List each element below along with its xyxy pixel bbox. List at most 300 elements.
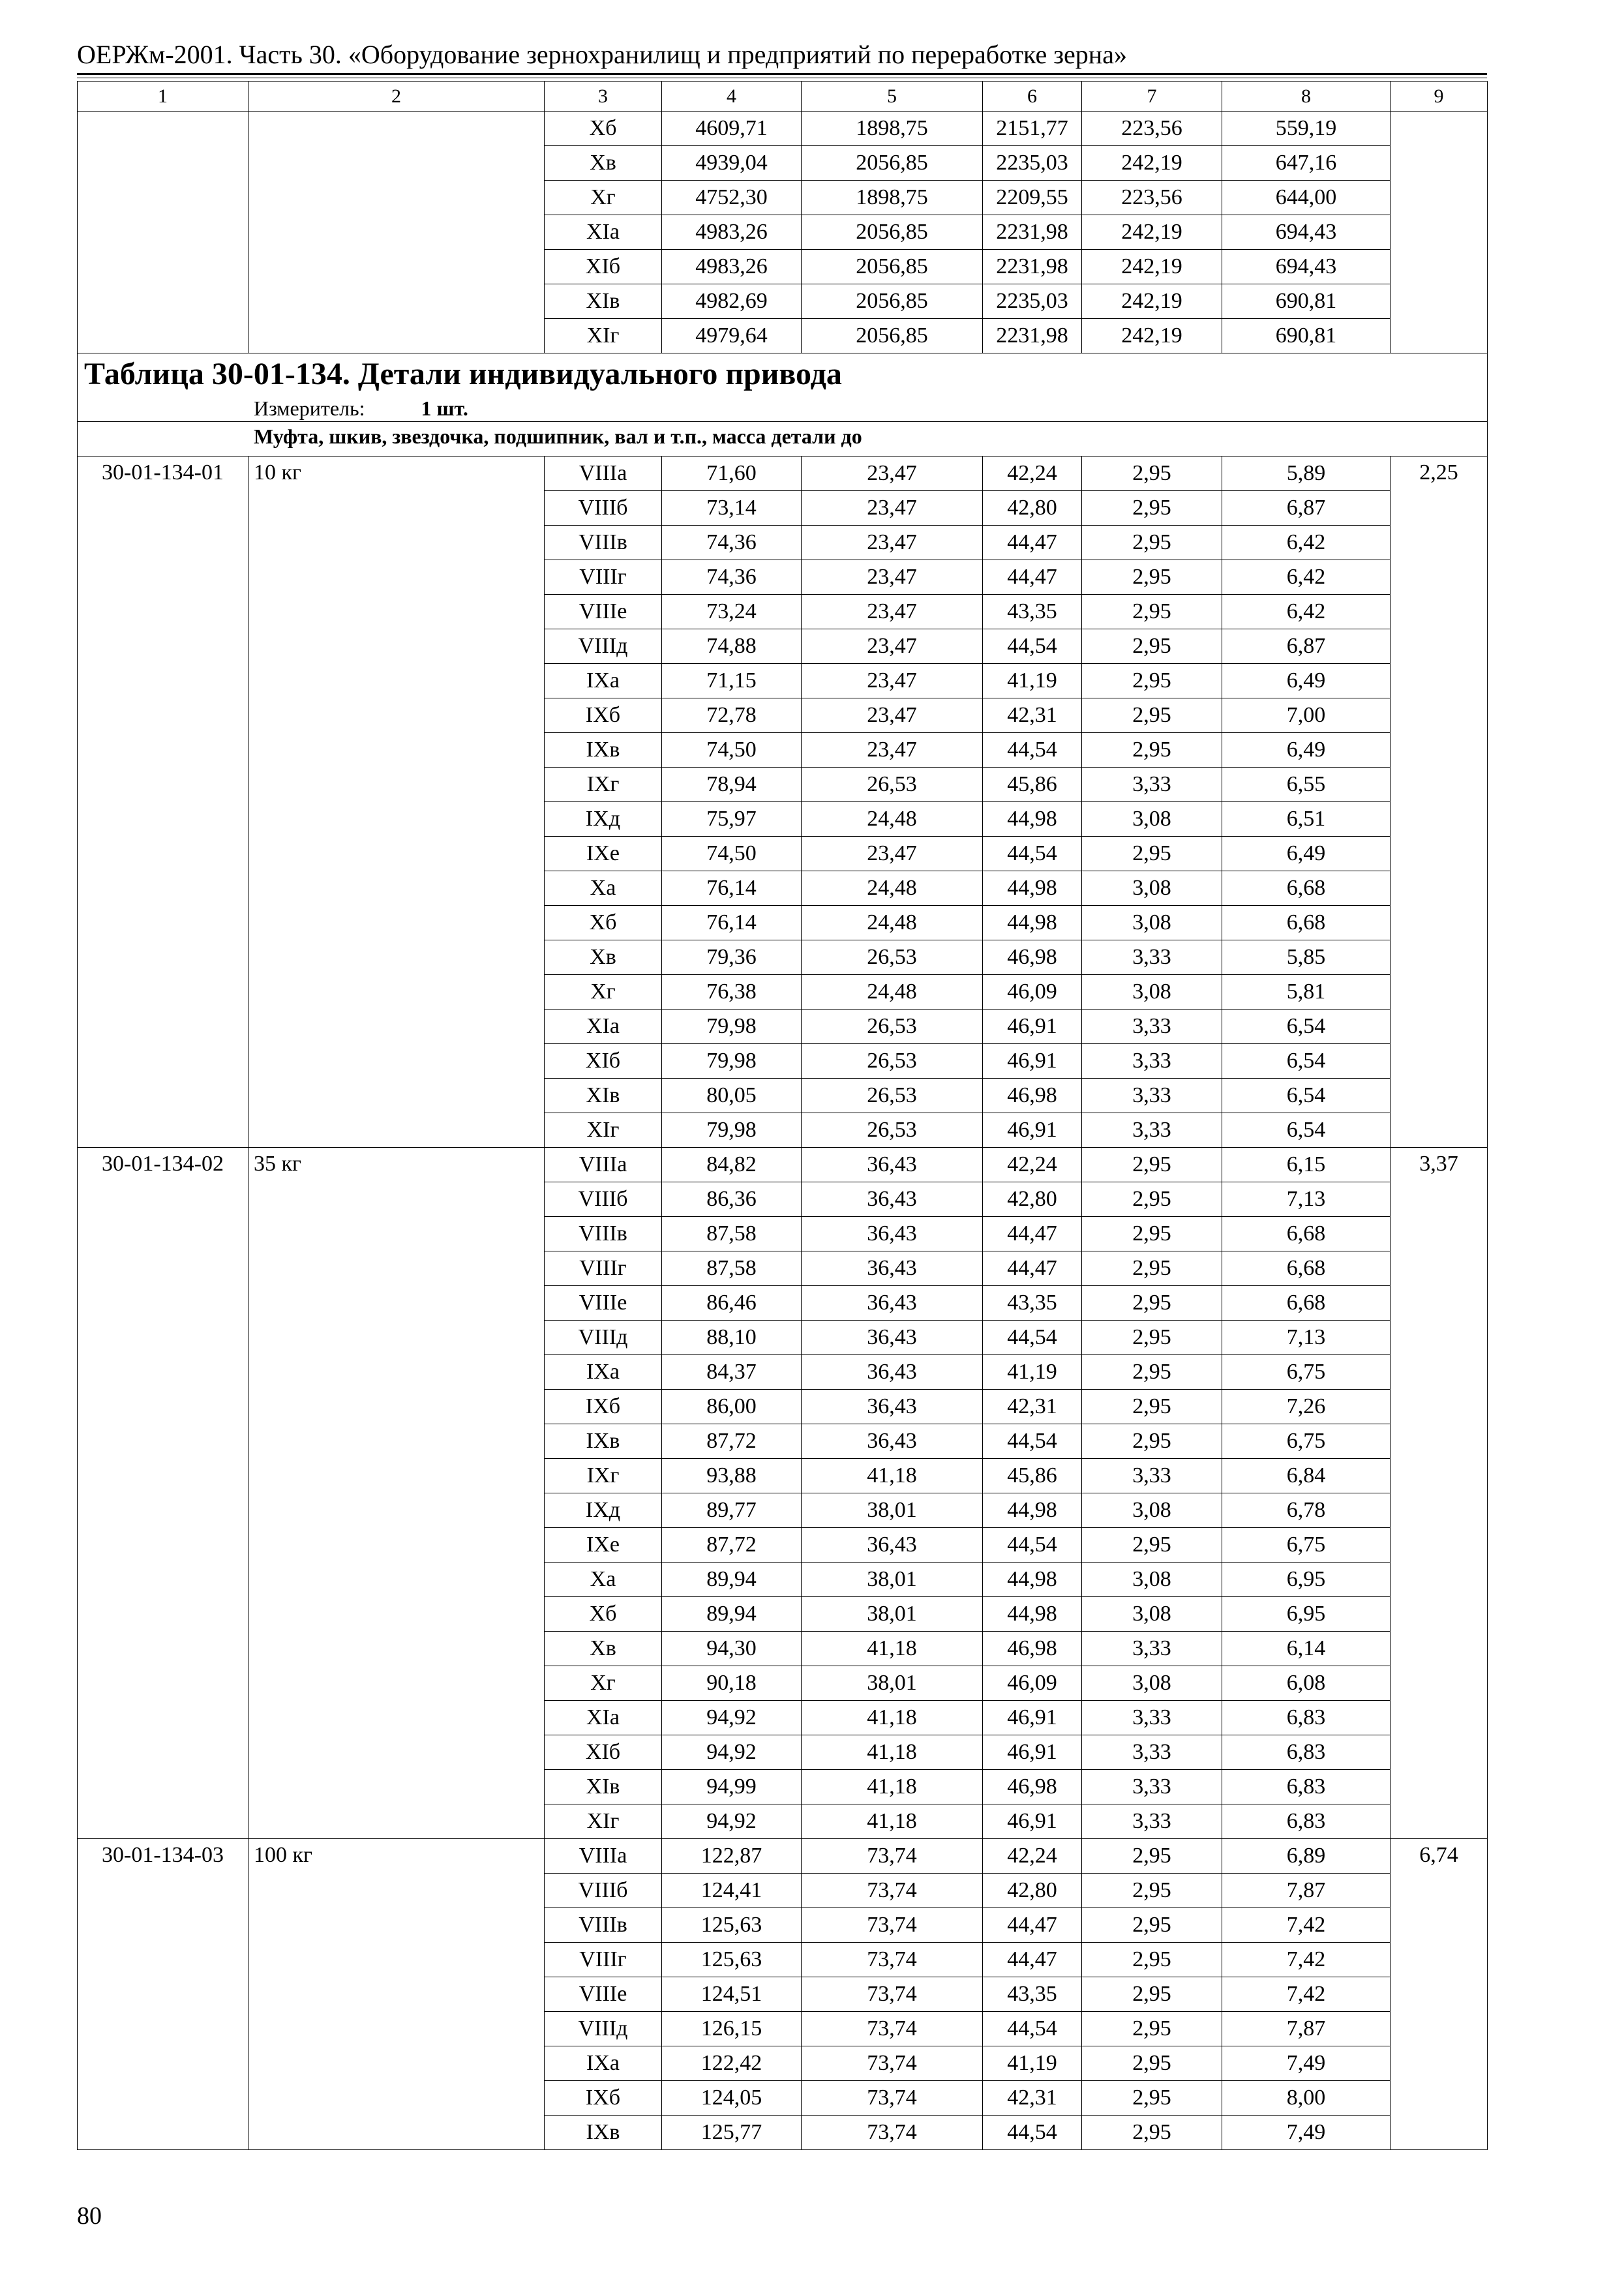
column-number: 7 [1082, 82, 1222, 112]
section-subtitle-row [78, 422, 1488, 456]
table-cell: VIIIв [545, 1217, 662, 1251]
table-cell: 42,24 [983, 1839, 1082, 1874]
table-cell: 24,48 [802, 871, 983, 906]
table-cell: 44,54 [983, 2116, 1082, 2150]
table-cell: 44,47 [983, 1251, 1082, 1286]
table-cell: 6,87 [1222, 491, 1391, 526]
item-col9: 3,37 [1391, 1148, 1488, 1839]
rates-table [77, 81, 1488, 2150]
table-cell: ХIг [545, 1113, 662, 1148]
table-cell: 6,78 [1222, 1493, 1391, 1528]
table-cell: 3,08 [1082, 1666, 1222, 1701]
table-cell: 4752,30 [662, 181, 802, 215]
table-cell: IXд [545, 1493, 662, 1528]
table-cell: 89,94 [662, 1563, 802, 1597]
table-cell: 6,75 [1222, 1424, 1391, 1459]
table-cell: ХIв [545, 284, 662, 319]
table-cell: 23,47 [802, 629, 983, 664]
table-cell: 44,54 [983, 1424, 1082, 1459]
table-cell: 2,95 [1082, 560, 1222, 595]
item-mass: 35 кг [248, 1148, 545, 1839]
table-cell: 24,48 [802, 975, 983, 1010]
table-cell: 24,48 [802, 906, 983, 940]
table-cell: 5,89 [1222, 456, 1391, 491]
table-cell: 23,47 [802, 456, 983, 491]
section-subtitle-cell [78, 422, 1488, 456]
table-cell: 75,97 [662, 802, 802, 837]
table-cell: 2,95 [1082, 1355, 1222, 1390]
table-cell: 36,43 [802, 1528, 983, 1563]
table-cell: 223,56 [1082, 112, 1222, 146]
table-cell: 6,89 [1222, 1839, 1391, 1874]
table-cell: 122,42 [662, 2046, 802, 2081]
table-cell: 43,35 [983, 595, 1082, 629]
table-cell: IXа [545, 1355, 662, 1390]
table-cell: 73,74 [802, 2116, 983, 2150]
table-cell: 46,09 [983, 1666, 1082, 1701]
table-cell: 44,54 [983, 733, 1082, 768]
table-cell: IXб [545, 1390, 662, 1424]
table-cell: 3,33 [1082, 1079, 1222, 1113]
table-cell: 78,94 [662, 768, 802, 802]
table-cell: 125,63 [662, 1908, 802, 1943]
table-cell: 3,33 [1082, 1735, 1222, 1770]
table-cell: 6,54 [1222, 1113, 1391, 1148]
table-cell: 74,36 [662, 526, 802, 560]
table-cell: 73,74 [802, 1908, 983, 1943]
table-cell: 41,18 [802, 1701, 983, 1735]
table-cell: 23,47 [802, 595, 983, 629]
table-cell: 44,98 [983, 906, 1082, 940]
table-cell: VIIIд [545, 2012, 662, 2046]
table-cell: 84,37 [662, 1355, 802, 1390]
table-cell: 26,53 [802, 1079, 983, 1113]
table-cell: 3,08 [1082, 871, 1222, 906]
table-cell: 36,43 [802, 1148, 983, 1182]
table-cell: 79,98 [662, 1044, 802, 1079]
table-cell: 3,33 [1082, 1010, 1222, 1044]
table-cell: 6,49 [1222, 733, 1391, 768]
table-cell: 36,43 [802, 1321, 983, 1355]
table-cell: 2,95 [1082, 1321, 1222, 1355]
table-cell: 23,47 [802, 837, 983, 871]
table-cell: 84,82 [662, 1148, 802, 1182]
table-cell: 44,47 [983, 1908, 1082, 1943]
table-cell: 2,95 [1082, 1943, 1222, 1977]
table-cell: 2,95 [1082, 1251, 1222, 1286]
table-cell: 559,19 [1222, 112, 1391, 146]
table-cell: 45,86 [983, 768, 1082, 802]
measure-value: 1 шт. [421, 396, 468, 420]
table-cell: 7,13 [1222, 1182, 1391, 1217]
table-cell: 6,49 [1222, 664, 1391, 698]
table-cell: IXб [545, 698, 662, 733]
table-cell: 46,91 [983, 1113, 1082, 1148]
table-cell: 87,72 [662, 1528, 802, 1563]
table-cell: 125,63 [662, 1943, 802, 1977]
table-cell: 87,72 [662, 1424, 802, 1459]
table-cell: 242,19 [1082, 215, 1222, 250]
table-cell: 2,95 [1082, 1286, 1222, 1321]
table-cell: 94,30 [662, 1632, 802, 1666]
table-cell: 94,92 [662, 1701, 802, 1735]
table-cell: IXа [545, 664, 662, 698]
column-number-row [78, 82, 1488, 112]
table-cell: 2209,55 [983, 181, 1082, 215]
table-cell: 26,53 [802, 940, 983, 975]
table-cell: 38,01 [802, 1563, 983, 1597]
table-cell: 23,47 [802, 698, 983, 733]
table-cell: 46,91 [983, 1735, 1082, 1770]
table-cell: 41,18 [802, 1770, 983, 1804]
table-cell: 8,00 [1222, 2081, 1391, 2116]
table-cell: 122,87 [662, 1839, 802, 1874]
table-cell: 2,95 [1082, 629, 1222, 664]
table-cell: ХIв [545, 1079, 662, 1113]
measure-label: Измеритель: [254, 396, 365, 420]
table-cell: 2231,98 [983, 215, 1082, 250]
table-cell: IXа [545, 2046, 662, 2081]
table-cell: 2,95 [1082, 1977, 1222, 2012]
item-code: 30-01-134-01 [78, 456, 248, 1148]
table-cell: 2,95 [1082, 698, 1222, 733]
column-number: 4 [662, 82, 802, 112]
table-cell: 44,47 [983, 1217, 1082, 1251]
table-cell: 74,88 [662, 629, 802, 664]
table-cell: 44,47 [983, 526, 1082, 560]
item-code: 30-01-134-03 [78, 1839, 248, 2150]
table-row [78, 1839, 1488, 1874]
table-cell: 42,80 [983, 1874, 1082, 1908]
table-cell: 2056,85 [802, 146, 983, 181]
table-cell: 41,18 [802, 1632, 983, 1666]
table-cell: 6,83 [1222, 1735, 1391, 1770]
table-cell: 36,43 [802, 1251, 983, 1286]
empty-col9-cell [1391, 112, 1488, 353]
item-code: 30-01-134-02 [78, 1148, 248, 1839]
table-cell: 36,43 [802, 1286, 983, 1321]
table-cell: 73,74 [802, 2046, 983, 2081]
table-cell: VIIIв [545, 1908, 662, 1943]
table-cell: 6,54 [1222, 1079, 1391, 1113]
table-cell: 7,87 [1222, 2012, 1391, 2046]
table-cell: 41,19 [983, 1355, 1082, 1390]
table-cell: 2231,98 [983, 319, 1082, 353]
table-cell: 79,98 [662, 1113, 802, 1148]
table-cell: 2231,98 [983, 250, 1082, 284]
table-cell: 76,14 [662, 906, 802, 940]
table-cell: 23,47 [802, 491, 983, 526]
table-cell: Хг [545, 181, 662, 215]
table-cell: 38,01 [802, 1597, 983, 1632]
table-cell: 2151,77 [983, 112, 1082, 146]
table-cell: 2,95 [1082, 1839, 1222, 1874]
table-cell: 73,74 [802, 2012, 983, 2046]
table-cell: 46,09 [983, 975, 1082, 1010]
table-cell: 4983,26 [662, 250, 802, 284]
table-cell: 6,15 [1222, 1148, 1391, 1182]
table-cell: 87,58 [662, 1217, 802, 1251]
table-cell: 3,08 [1082, 1493, 1222, 1528]
table-cell: 7,87 [1222, 1874, 1391, 1908]
table-cell: 7,13 [1222, 1321, 1391, 1355]
table-cell: VIIIг [545, 560, 662, 595]
section-header-cell [78, 353, 1488, 422]
table-cell: 2,95 [1082, 491, 1222, 526]
table-cell: 7,49 [1222, 2116, 1391, 2150]
table-cell: 2,95 [1082, 2012, 1222, 2046]
table-cell: 5,85 [1222, 940, 1391, 975]
table-cell: 7,49 [1222, 2046, 1391, 2081]
table-cell: 73,74 [802, 1874, 983, 1908]
table-cell: 73,74 [802, 1839, 983, 1874]
table-cell: 42,31 [983, 2081, 1082, 2116]
table-cell: VIIIв [545, 526, 662, 560]
table-cell: 74,50 [662, 733, 802, 768]
table-cell: 73,24 [662, 595, 802, 629]
table-cell: 7,42 [1222, 1908, 1391, 1943]
table-cell: 79,98 [662, 1010, 802, 1044]
table-cell: 223,56 [1082, 181, 1222, 215]
table-cell: 3,33 [1082, 1632, 1222, 1666]
table-cell: 3,08 [1082, 1563, 1222, 1597]
table-cell: 125,77 [662, 2116, 802, 2150]
table-cell: 41,18 [802, 1459, 983, 1493]
table-row [78, 112, 1488, 146]
table-cell: 2,95 [1082, 2116, 1222, 2150]
table-cell: VIIIе [545, 1977, 662, 2012]
table-cell: 2056,85 [802, 215, 983, 250]
table-cell: 3,08 [1082, 802, 1222, 837]
table-cell: 2,95 [1082, 1148, 1222, 1182]
table-cell: 74,50 [662, 837, 802, 871]
table-cell: 2,95 [1082, 837, 1222, 871]
table-cell: 6,87 [1222, 629, 1391, 664]
table-cell: 6,51 [1222, 802, 1391, 837]
table-cell: 44,54 [983, 1321, 1082, 1355]
table-cell: 89,94 [662, 1597, 802, 1632]
table-cell: 23,47 [802, 526, 983, 560]
table-cell: 88,10 [662, 1321, 802, 1355]
table-cell: 3,33 [1082, 940, 1222, 975]
table-cell: 36,43 [802, 1217, 983, 1251]
table-cell: 71,60 [662, 456, 802, 491]
table-cell: 73,74 [802, 1977, 983, 2012]
table-cell: 44,98 [983, 1493, 1082, 1528]
table-cell: Ха [545, 871, 662, 906]
table-cell: 24,48 [802, 802, 983, 837]
table-cell: Хб [545, 1597, 662, 1632]
table-cell: Хв [545, 1632, 662, 1666]
table-cell: 6,68 [1222, 1286, 1391, 1321]
table-cell: 6,42 [1222, 560, 1391, 595]
item-col9: 2,25 [1391, 456, 1488, 1148]
table-cell: 73,74 [802, 2081, 983, 2116]
section-header-row [78, 353, 1488, 422]
table-cell: 94,92 [662, 1804, 802, 1839]
table-cell: 4982,69 [662, 284, 802, 319]
table-cell: 2,95 [1082, 595, 1222, 629]
column-number: 2 [248, 82, 545, 112]
table-cell: 43,35 [983, 1977, 1082, 2012]
table-cell: 44,54 [983, 2012, 1082, 2046]
table-cell: 2,95 [1082, 1908, 1222, 1943]
table-cell: 73,14 [662, 491, 802, 526]
table-cell: 73,74 [802, 1943, 983, 1977]
table-cell: 89,77 [662, 1493, 802, 1528]
table-cell: IXб [545, 2081, 662, 2116]
table-cell: 46,98 [983, 1770, 1082, 1804]
table-cell: 3,33 [1082, 1804, 1222, 1839]
table-cell: Хг [545, 975, 662, 1010]
table-cell: 6,95 [1222, 1597, 1391, 1632]
table-cell: 44,47 [983, 560, 1082, 595]
table-cell: 36,43 [802, 1390, 983, 1424]
table-cell: 6,68 [1222, 871, 1391, 906]
table-cell: 44,47 [983, 1943, 1082, 1977]
table-cell: 38,01 [802, 1666, 983, 1701]
table-cell: ХIг [545, 1804, 662, 1839]
table-cell: 94,99 [662, 1770, 802, 1804]
section-measure [78, 395, 1487, 421]
table-cell: 2,95 [1082, 733, 1222, 768]
table-cell: IXг [545, 1459, 662, 1493]
table-cell: 3,08 [1082, 1597, 1222, 1632]
table-cell: 2,95 [1082, 1182, 1222, 1217]
item-mass: 100 кг [248, 1839, 545, 2150]
table-cell: 46,91 [983, 1804, 1082, 1839]
table-cell: 79,36 [662, 940, 802, 975]
table-cell: 7,26 [1222, 1390, 1391, 1424]
table-cell: 26,53 [802, 1010, 983, 1044]
column-number: 5 [802, 82, 983, 112]
table-cell: 6,54 [1222, 1044, 1391, 1079]
table-cell: 3,33 [1082, 1113, 1222, 1148]
table-cell: 76,14 [662, 871, 802, 906]
table-cell: VIIIа [545, 1148, 662, 1182]
table-cell: VIIIа [545, 1839, 662, 1874]
table-cell: 690,81 [1222, 284, 1391, 319]
table-cell: 4979,64 [662, 319, 802, 353]
column-number: 8 [1222, 82, 1391, 112]
table-cell: ХIв [545, 1770, 662, 1804]
table-cell: 42,80 [983, 491, 1082, 526]
table-cell: 23,47 [802, 733, 983, 768]
table-cell: VIIIд [545, 1321, 662, 1355]
table-cell: 6,84 [1222, 1459, 1391, 1493]
section-title: Таблица 30-01-134. Детали индивидуального привода [84, 357, 842, 391]
table-cell: 42,24 [983, 1148, 1082, 1182]
table-cell: 3,33 [1082, 1044, 1222, 1079]
item-mass: 10 кг [248, 456, 545, 1148]
table-cell: 80,05 [662, 1079, 802, 1113]
table-cell: 46,98 [983, 940, 1082, 975]
table-cell: Хв [545, 940, 662, 975]
table-cell: 124,51 [662, 1977, 802, 2012]
table-cell: 3,08 [1082, 906, 1222, 940]
table-cell: VIIIе [545, 595, 662, 629]
table-cell: 76,38 [662, 975, 802, 1010]
table-cell: 3,33 [1082, 768, 1222, 802]
table-cell: 44,54 [983, 1528, 1082, 1563]
table-cell: 6,83 [1222, 1804, 1391, 1839]
empty-code-cell [78, 112, 248, 353]
table-cell: 36,43 [802, 1424, 983, 1459]
table-cell: 2,95 [1082, 1424, 1222, 1459]
table-cell: 41,19 [983, 2046, 1082, 2081]
table-cell: Ха [545, 1563, 662, 1597]
table-cell: 44,54 [983, 837, 1082, 871]
table-cell: 4609,71 [662, 112, 802, 146]
table-cell: 644,00 [1222, 181, 1391, 215]
table-cell: 38,01 [802, 1493, 983, 1528]
table-cell: 86,46 [662, 1286, 802, 1321]
table-cell: 2,95 [1082, 1390, 1222, 1424]
table-cell: ХIа [545, 1010, 662, 1044]
table-cell: 6,55 [1222, 768, 1391, 802]
table-cell: 2,95 [1082, 1874, 1222, 1908]
table-cell: 42,80 [983, 1182, 1082, 1217]
table-cell: 42,31 [983, 698, 1082, 733]
table-cell: 46,91 [983, 1010, 1082, 1044]
column-number: 3 [545, 82, 662, 112]
table-cell: 44,98 [983, 802, 1082, 837]
table-cell: 2056,85 [802, 319, 983, 353]
section-subtitle: Муфта, шкив, звездочка, подшипник, вал и т.п., масса детали до [254, 425, 862, 448]
table-cell: 7,42 [1222, 1943, 1391, 1977]
table-cell: 93,88 [662, 1459, 802, 1493]
column-number: 6 [983, 82, 1082, 112]
table-cell: VIIIг [545, 1943, 662, 1977]
table-cell: 6,68 [1222, 1217, 1391, 1251]
table-cell: 6,49 [1222, 837, 1391, 871]
table-cell: ХIа [545, 1701, 662, 1735]
table-cell: 124,05 [662, 2081, 802, 2116]
column-number: 9 [1391, 82, 1488, 112]
table-body [78, 82, 1488, 2150]
table-cell: VIIIб [545, 1182, 662, 1217]
table-cell: 1898,75 [802, 181, 983, 215]
table-cell: Хв [545, 146, 662, 181]
table-cell: 4983,26 [662, 215, 802, 250]
table-cell: 2,95 [1082, 526, 1222, 560]
item-col9: 6,74 [1391, 1839, 1488, 2150]
table-cell: 44,98 [983, 1563, 1082, 1597]
table-cell: 2,95 [1082, 1217, 1222, 1251]
table-cell: Хб [545, 906, 662, 940]
table-row [78, 1148, 1488, 1182]
table-cell: 2056,85 [802, 250, 983, 284]
table-cell: ХIб [545, 250, 662, 284]
table-cell: VIIIе [545, 1286, 662, 1321]
table-cell: 690,81 [1222, 319, 1391, 353]
table-cell: 46,98 [983, 1632, 1082, 1666]
table-cell: 2,95 [1082, 1528, 1222, 1563]
table-cell: 43,35 [983, 1286, 1082, 1321]
table-cell: VIIIг [545, 1251, 662, 1286]
table-cell: 46,98 [983, 1079, 1082, 1113]
table-cell: 242,19 [1082, 284, 1222, 319]
table-cell: 2056,85 [802, 284, 983, 319]
table-cell: ХIб [545, 1735, 662, 1770]
table-cell: VIIIб [545, 491, 662, 526]
table-cell: 647,16 [1222, 146, 1391, 181]
table-cell: 2,95 [1082, 456, 1222, 491]
table-cell: 41,18 [802, 1804, 983, 1839]
table-cell: 6,54 [1222, 1010, 1391, 1044]
table-cell: 86,36 [662, 1182, 802, 1217]
table-cell: 42,24 [983, 456, 1082, 491]
